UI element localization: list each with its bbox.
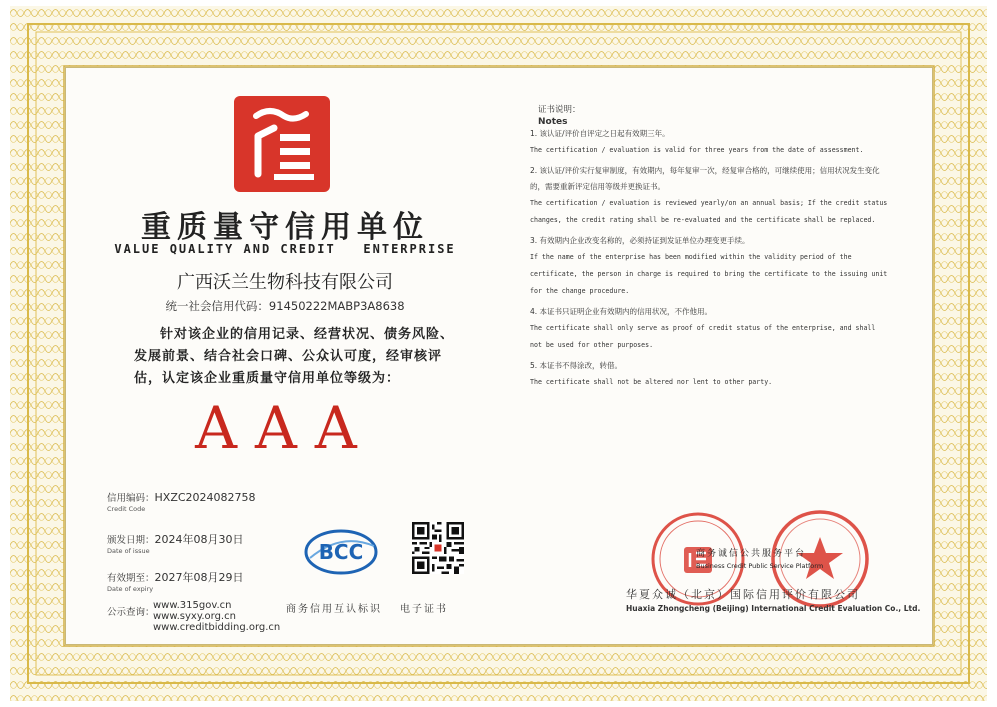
expiry-date-value: 2027年08月29日 <box>154 571 244 584</box>
issue-date-label: 颁发日期： <box>107 535 155 546</box>
cert-no-block <box>107 486 256 513</box>
query-block <box>107 600 281 633</box>
cert-no-label: 信用编码： <box>107 493 155 504</box>
bcc-text: BCC <box>318 540 364 564</box>
note-3-cn: 3. 有效期内企业改变名称的，必须持证到发证单位办理变更手续。 <box>530 236 750 245</box>
notes-heading-cn: 证书说明： <box>538 105 581 115</box>
certificate-body: 针对该企业的信用记录、经营状况、债务风险、发展前景、结合社会口碑、公众认可度，经审核评估，认定该企业重质量守信用单位等级为： <box>134 327 455 386</box>
issue-date-en: Date of issue <box>107 547 150 555</box>
credit-logo-icon <box>234 96 330 192</box>
note-1-cn: 1. 该认证/评价自评定之日起有效期三年。 <box>530 129 670 138</box>
note-4-cn: 4. 本证书只证明企业有效期内的信用状况，不作他用。 <box>530 307 713 316</box>
certificate-title-english: VALUE QUALITY AND CREDIT ENTERPRISE <box>114 242 456 256</box>
cert-no-en: Credit Code <box>107 505 146 513</box>
issue-date-value: 2024年08月30日 <box>154 533 244 546</box>
expiry-date-label: 有效期至： <box>107 573 155 584</box>
note-5-cn: 5. 本证书不得涂改，转借。 <box>530 361 623 370</box>
bcc-logo-icon <box>304 528 378 576</box>
note-1-en: The certification / evaluation is valid for three years from the date of assessment. <box>530 146 864 154</box>
credit-grade: AAA <box>195 394 375 462</box>
query-site-1[interactable]: www.315gov.cn <box>153 600 232 611</box>
query-site-2[interactable]: www.syxy.org.cn <box>153 611 236 622</box>
platform-name-en: Business Credit Public Service Platform <box>696 562 824 570</box>
unified-credit-code: 统一社会信用代码：91450222MABP3A8638 <box>165 299 405 313</box>
certificate-title: 重质量守信用单位 <box>141 210 429 245</box>
notes-heading-en: Notes <box>538 117 568 127</box>
bcc-caption: 商务信用互认标识 <box>286 604 382 615</box>
note-2-cn: 2. 该认证/评价实行复审制度，有效期内，每年复审一次，经复审合格的，可继续使用；信用状况发生变化的，需要重新评定信用等级并更换证书。 <box>530 166 880 191</box>
issuer-name-en: Huaxia Zhongcheng (Beijing) International Credit Evaluation Co., Ltd. <box>626 604 921 613</box>
qr-caption: 电子证书 <box>400 604 448 615</box>
issuer-name-cn: 华夏众诚（北京）国际信用评价有限公司 <box>626 588 860 601</box>
notes-list <box>530 126 890 391</box>
certificate-frame <box>10 6 987 701</box>
expiry-date-en: Date of expiry <box>107 585 154 593</box>
platform-name-cn: 商务诚信公共服务平台 <box>696 549 807 559</box>
cert-no-value: HXZC2024082758 <box>154 491 256 504</box>
note-4-en: The certificate shall only serve as proof of credit status of the enterprise, and shall not be used for other purposes. <box>530 324 876 349</box>
query-site-3[interactable]: www.creditbidding.org.cn <box>153 622 281 633</box>
company-name: 广西沃兰生物科技有限公司 <box>177 272 393 293</box>
qr-code-icon[interactable] <box>412 522 464 574</box>
query-label: 公示查询： <box>107 607 155 618</box>
note-2-en: The certification / evaluation is reviewed yearly/on an annual basis; If the credit status changes, the credit rating shall be re-evaluated and the certificate shall be replaced. <box>530 199 888 224</box>
expiry-date-block <box>107 566 244 593</box>
note-3-en: If the name of the enterprise has been modified within the validity period of the certificate, the person in charge is required to bring the certificate to the issuing unit for the change procedure. <box>530 253 888 295</box>
issue-date-block <box>107 528 244 555</box>
note-5-en: The certificate shall not be altered nor lent to other party. <box>530 378 773 386</box>
